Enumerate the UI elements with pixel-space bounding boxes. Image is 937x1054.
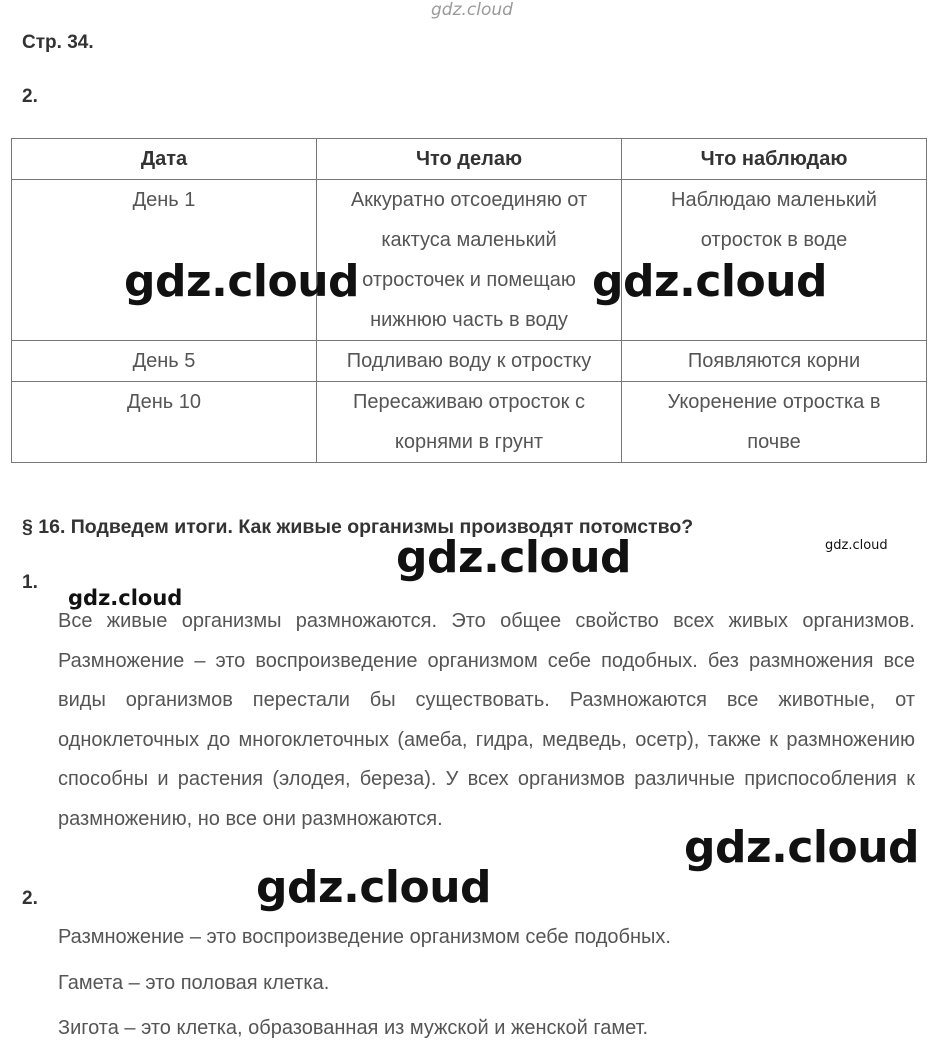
definition-line: Зигота – это клетка, образованная из мужской и женской гамет. (58, 1017, 649, 1039)
table-cell: День 5 (12, 341, 317, 382)
table-cell: День 10 (12, 382, 317, 463)
table-cell: Появляются корни (622, 341, 927, 382)
column-header: Что делаю (317, 139, 622, 180)
watermark-overlay: gdz.cloud (124, 256, 360, 307)
table-row (12, 341, 927, 382)
column-header: Дата (12, 139, 317, 180)
table-cell: Укоренение отростка в почве (622, 382, 927, 463)
definition-line: Гамета – это половая клетка. (58, 972, 330, 994)
table-cell: День 1 (12, 180, 317, 341)
watermark-overlay: gdz.cloud (825, 538, 888, 553)
task-number: 2. (22, 86, 38, 107)
watermark-overlay: gdz.cloud (256, 862, 492, 913)
watermark-overlay: gdz.cloud (68, 586, 183, 610)
watermark-overlay: gdz.cloud (684, 822, 920, 873)
definition-line: Размножение – это воспроизведение организмом себе подобных. (58, 926, 671, 948)
table-header-row (12, 139, 927, 180)
question-number: 2. (22, 888, 38, 909)
section-title: § 16. Подведем итоги. Как живые организмы производят потомство? (22, 516, 694, 538)
watermark-top: gdz.cloud (431, 0, 513, 20)
answer-paragraph: Все живые организмы размножаются. Это общее свойство всех живых организмов. Размножение – это воспроизведение организмом себе подобных. без размножения все виды организмов перестали бы существовать. Размножаются все животные, от одноклеточных до многоклеточных (амеба, гидра, медведь, осетр), также к размножению способны и растения (элодея, береза). У всех организмов различные приспособления к размножению, но все они размножаются. (58, 610, 915, 830)
table-cell: Подливаю воду к отростку (317, 341, 622, 382)
table-cell: Пересаживаю отросток с корнями в грунт (317, 382, 622, 463)
watermark-overlay: gdz.cloud (396, 532, 632, 583)
question-number: 1. (22, 572, 38, 593)
table-row (12, 382, 927, 463)
table-cell: Наблюдаю маленький отросток в воде (622, 180, 927, 341)
table-cell: Аккуратно отсоединяю от кактуса маленький отросточек и помещаю нижнюю часть в воду (317, 180, 622, 341)
watermark-overlay: gdz.cloud (592, 256, 828, 307)
page-reference: Стр. 34. (22, 32, 94, 53)
column-header: Что наблюдаю (622, 139, 927, 180)
